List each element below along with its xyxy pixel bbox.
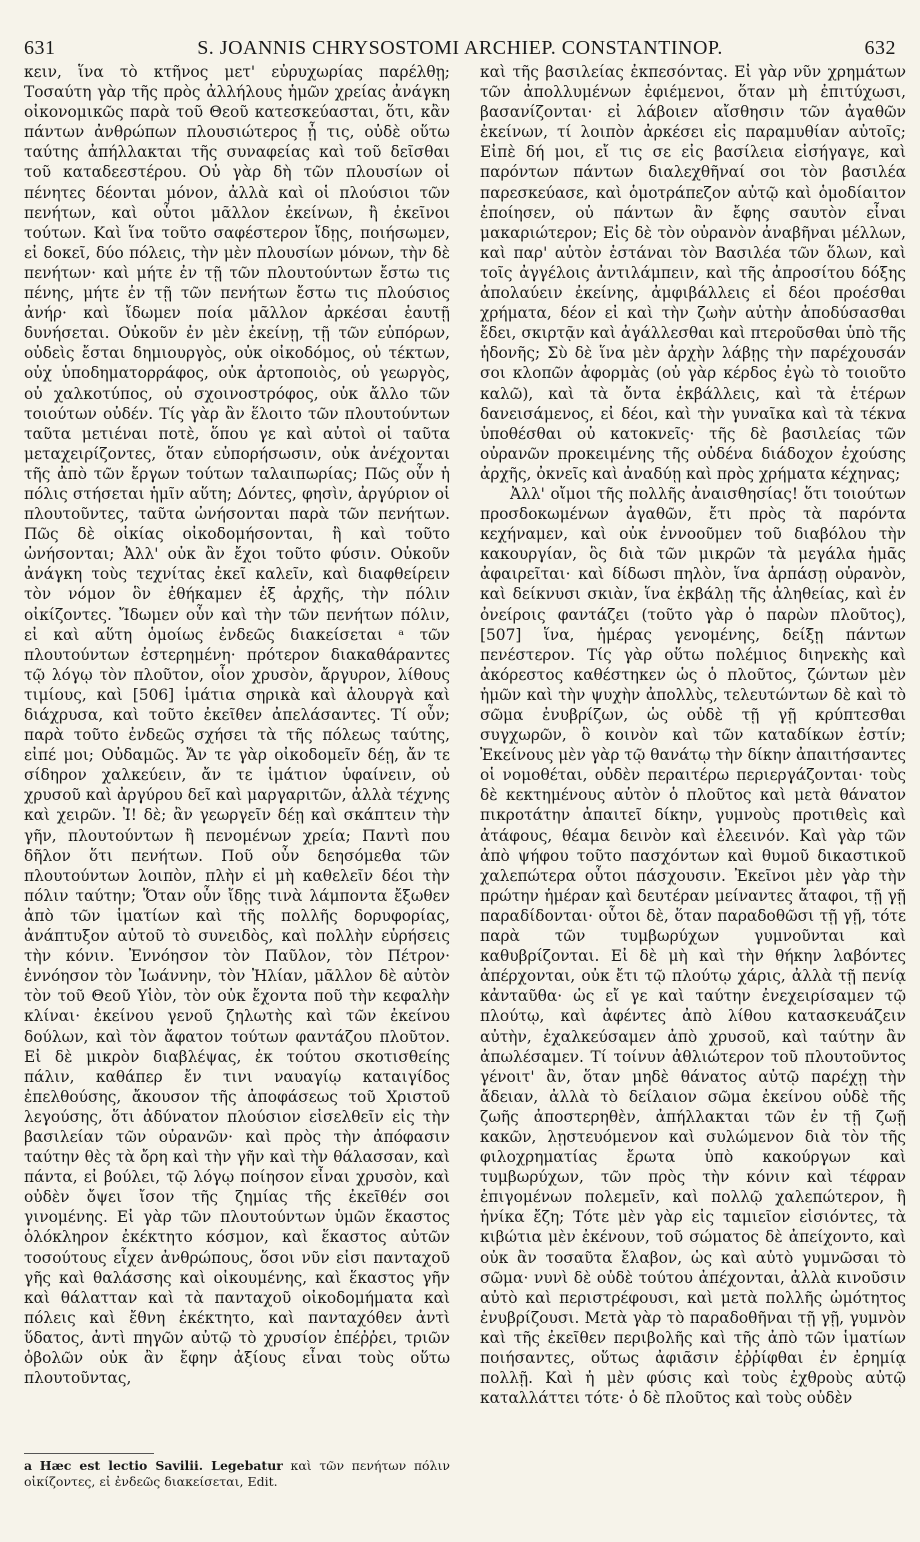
left-column xyxy=(24,62,450,1522)
right-column xyxy=(480,62,906,1542)
footnote-edit: Edit. xyxy=(247,1474,278,1489)
footnote-mark: a xyxy=(24,1458,33,1473)
page-header xyxy=(24,28,896,60)
paragraph: κειν, ἵνα τὸ κτῆνος μετ' εὐρυχωρίας παρέλθῃ; Τοσαύτη γὰρ τῆς πρὸς ἀλλήλους ἡμῶν χρείας ἀνάγκη οἰκονομικῶς παρὰ τοῦ Θεοῦ κατεσκεύασται, ὅτι, κἂν πάντων ἀνθρώπων πλουσιώτερος ᾖ τις, οὐδὲ οὕτω ταύτης ἀπήλλακται τῆς συναφείας καὶ τοῦ δεῖσθαι τοῦ καταδεεστέρου. Οὐ γὰρ δὴ τῶν πλουσίων οἱ πένητες δέονται μόνον, ἀλλὰ καὶ οἱ πλούσιοι τῶν πενήτων, καὶ οὗτοι μᾶλλον ἐκείνων, ἢ ἐκεῖνοι τούτων. Καὶ ἵνα τοῦτο σαφέστερον ἴδῃς, ποιήσωμεν, εἰ δοκεῖ, δύο πόλεις, τὴν μὲν πλουσίων μόνων, τὴν δὲ πενήτων· καὶ μήτε ἐν τῇ τῶν πλουτούντων ἔστω τις πένης, μήτε ἐν τῇ τῶν πενήτων ἔστω τις πλούσιος ἀνήρ· καὶ ἴδωμεν ποία μᾶλλον ἀρκέσαι ἑαυτῇ δυνήσεται. Οὐκοῦν ἐν μὲν ἐκείνῃ, τῇ τῶν εὐπόρων, οὐδεὶς ἔσται δημιουργὸς, οὐκ οἰκοδόμος, οὐ τέκτων, οὐχ ὑποδηματορράφος, οὐκ ἀρτοποιὸς, οὐ γεωργὸς, οὐ χαλκοτύπος, οὐ σχοινοστρόφος, οὐκ ἄλλο τῶν τοιούτων οὐδέν. Τίς γὰρ ἂν ἕλοιτο τῶν πλουτούντων ταῦτα μετιέναι ποτὲ, ὅπου γε καὶ αὐτοὶ οἱ ταῦτα μεταχειρίζοντες, ὅταν εὐπορήσωσιν, οὐκ ἀνέχονται τῆς ἀπὸ τῶν ἔργων τούτων ταλαιπωρίας; Πῶς οὖν ἡ πόλις στήσεται ἡμῖν αὕτη; Δόντες, φησὶν, ἀργύριον οἱ πλουτοῦντες, ταῦτα ὠνήσονται παρὰ τῶν πενήτων. Πῶς δὲ οἰκίας οἰκοδομήσονται, ἢ καὶ τοῦτο ὠνήσονται; Ἀλλ' οὐκ ἂν ἔχοι τοῦτο φύσιν. Οὐκοῦν ἀνάγκη τοὺς τεχνίτας ἐκεῖ καλεῖν, καὶ διαφθείρειν τὸν νόμον ὃν ἐθήκαμεν ἐξ ἀρχῆς, τὴν πόλιν οἰκίζοντες. Ἴδωμεν οὖν καὶ τὴν τῶν πενήτων πόλιν, εἰ καὶ αὕτη ὁμοίως ἐνδεῶς διακείσεται ᵃ τῶν πλουτούντων ἐστερημένη· πρότερον διακαθάραντες τῷ λόγῳ τὸν πλοῦτον, οἷον χρυσὸν, ἄργυρον, λίθους τιμίους, καὶ [506] ἱμάτια σηρικὰ καὶ ἁλουργὰ καὶ διάχρυσα, καὶ τοῦτο ἐκεῖθεν ἀπελάσαντες. Τί οὖν; παρὰ τοῦτο ἐνδεῶς σχήσει τὰ τῆς πόλεως ταύτης, εἰπέ μοι; Οὐδαμῶς. Ἄν τε γὰρ οἰκοδομεῖν δέῃ, ἄν τε σίδηρον χαλκεύειν, ἄν τε ἱμάτιον ὑφαίνειν, οὐ χρυσοῦ καὶ ἀργύρου δεῖ καὶ μαργαριτῶν, ἀλλὰ τέχνης καὶ χειρῶν. Ἰ! δὲ; ἂν γεωργεῖν δέῃ καὶ σκάπτειν τὴν γῆν, πλουτούντων ἢ πενομένων χρεία; Παντὶ που δῆλον ὅτι πενήτων. Ποῦ οὖν δεησόμεθα τῶν πλουτούντων λοιπὸν, πλὴν εἰ μὴ καθελεῖν δέοι τὴν πόλιν ταύτην; Ὅταν οὖν ἴδῃς τινὰ λάμποντα ἔξωθεν ἀπὸ τῶν ἱματίων καὶ τῆς πολλῆς δορυφορίας, ἀνάπτυξον αὐτοῦ τὸ συνειδὸς, καὶ πολλὴν εὑρήσεις τὴν κόνιν. Ἐννόησον τὸν Παῦλον, τὸν Πέτρον· ἐννόησον τὸν Ἰωάννην, τὸν Ἠλίαν, μᾶλλον δὲ αὐτὸν τὸν τοῦ Θεοῦ Υἱὸν, τὸν οὐκ ἔχοντα ποῦ τὴν κεφαλὴν κλίναι· ἐκείνου γενοῦ ζηλωτὴς καὶ τῶν ἐκείνου δούλων, καὶ τὸν ἄφατον τούτων φαντάζου πλοῦτον. Εἰ δὲ μικρὸν διαβλέψας, ἐκ τούτου σκοτισθείης πάλιν, καθάπερ ἔν τινι ναυαγίῳ καταιγίδος ἐπελθούσης, ἄκουσον τῆς ἀποφάσεως τοῦ Χριστοῦ λεγούσης, ὅτι ἀδύνατον πλούσιον εἰσελθεῖν εἰς τὴν βασιλείαν τῶν οὐρανῶν· καὶ πρὸς τὴν ἀπόφασιν ταύτην θὲς τὰ ὄρη καὶ τὴν γῆν καὶ τὴν θάλασσαν, καὶ πάντα, εἰ βούλει, τῷ λόγῳ ποίησον εἶναι χρυσὸν, καὶ οὐδὲν ὄψει ἴσον τῆς ζημίας τῆς ἐκεῖθέν σοι γινομένης. Εἰ γὰρ τῶν πλουτούντων ὑμῶν ἕκαστος ὁλόκληρον ἐκέκτητο κόσμον, καὶ ἕκαστος αὐτῶν τοσούτους εἶχεν ἀνθρώπους, ὅσοι νῦν εἰσι πανταχοῦ γῆς καὶ θαλάσσης καὶ οἰκουμένης, καὶ ἕκαστος γῆν καὶ θάλατταν καὶ τὰ πανταχοῦ οἰκοδομήματα καὶ πόλεις καὶ ἔθνη ἐκέκτητο, καὶ πανταχόθεν ἀντὶ ὕδατος, ἀντὶ πηγῶν αὐτῷ τὸ χρυσίον ἐπέῤῥει, τριῶν ὀβολῶν οὐκ ἂν ἔφην ἀξίους εἶναι τοὺς οὕτω πλουτοῦντας, xyxy=(24,63,450,1388)
paragraph: καὶ τῆς βασιλείας ἐκπεσόντας. Εἰ γὰρ νῦν χρημάτων τῶν ἀπολλυμένων ἐφιέμενοι, ὅταν μὴ ἐπιτύχωσι, βασανίζονται· εἰ λάβοιεν αἴσθησιν τῶν ἀγαθῶν ἐκείνων, τί λοιπὸν ἀρκέσει εἰς παραμυθίαν αὐτοῖς; Εἰπὲ δή μοι, εἴ τις σε εἰς βασίλεια εἰσήγαγε, καὶ παρόντων πάντων διαλεχθῆναί σοι τὸν βασιλέα παρεσκεύασε, καὶ ὁμοτράπεζον αὐτῷ καὶ ὁμοδίαιτον ἐποίησεν, οὐ πάντων ἂν ἔφης σαυτὸν εἶναι μακαριώτερον; Εἰς δὲ τὸν οὐρανὸν ἀναβῆναι μέλλων, καὶ παρ' αὐτὸν ἑστάναι τὸν Βασιλέα τῶν ὅλων, καὶ τοῖς ἀγγέλοις ἀντιλάμπειν, καὶ τῆς ἀπροσίτου δόξης ἀπολαύειν ἐκείνης, ἀμφιβάλλεις εἰ δέοι προέσθαι χρήματα, δέον εἰ καὶ τὴν ζωὴν αὐτὴν ἀποδύσασθαι ἔδει, σκιρτᾷν καὶ ἀγάλλεσθαι καὶ πτεροῦσθαι ὑπὸ τῆς ἡδονῆς; Σὺ δὲ ἵνα μὲν ἀρχὴν λάβῃς τὴν παρέχουσάν σοι κλοπῶν ἀφορμὰς (οὐ γὰρ κέρδος ἐγὼ τὸ τοιοῦτο καλῶ), καὶ τὰ ὄντα ἐκβάλλεις, καὶ τὰ ἑτέρων δανεισάμενος, εἰ δέοι, καὶ τὴν γυναῖκα καὶ τὰ τέκνα ὑποθέσθαι οὐ κατοκνεῖς· τῆς δὲ βασιλείας τῶν οὐρανῶν προκειμένης τῆς οὐδένα διάδοχον ἐχούσης ἀρχῆς, ὀκνεῖς καὶ ἀναδύῃ καὶ πρὸς χρήματα κέχηνας; xyxy=(480,63,906,483)
page-number-right: 632 xyxy=(864,37,896,59)
footnote-rule xyxy=(24,1453,154,1454)
footnote-greek-text: καὶ τῶν πενήτων πόλιν οἰκίζοντες, εἰ ἐνδεῶς διακείσεται, xyxy=(24,1458,450,1489)
footnote xyxy=(24,1458,450,1490)
paragraph: Ἀλλ' οἴμοι τῆς πολλῆς ἀναισθησίας! ὅτι τοιούτων προσδοκωμένων ἀγαθῶν, ἔτι πρὸς τὰ παρόντα κεχήναμεν, καὶ οὐκ ἐννοοῦμεν τοῦ διαβόλου τὴν κακουργίαν, ὃς διὰ τῶν μικρῶν τὰ μεγάλα ἡμᾶς ἀφαιρεῖται· καὶ δίδωσι πηλὸν, ἵνα ἁρπάσῃ οὐρανὸν, καὶ δείκνυσι σκιὰν, ἵνα ἐκβάλῃ τῆς ἀληθείας, καὶ ἐν ὀνείροις φαντάζει (τοῦτο γὰρ ὁ παρὼν πλοῦτος), [507] ἵνα, ἡμέρας γενομένης, δείξῃ πάντων πενέστερον. Τίς γὰρ οὕτω πολέμιος διηνεκὴς καὶ ἀκόρεστος καθέστηκεν ὡς ὁ πλοῦτος, ζώντων μὲν ἡμῶν καὶ τὴν ψυχὴν ἀπολλὺς, τελευτώντων δὲ καὶ τὸ σῶμα ἐνυβρίζων, ὡς οὐδὲ τῇ γῇ κρύπτεσθαι συγχωρῶν, ὃ κοινὸν καὶ τῶν καταδίκων ἐστίν; Ἐκείνους μὲν γὰρ τῷ θανάτῳ τὴν δίκην ἀπαιτήσαντες οἱ νομοθέται, οὐδὲν περαιτέρω περιεργάζονται· τοὺς δὲ κεκτημένους αὐτὸν ὁ πλοῦτος καὶ μετὰ θάνατον πικροτάτην ἀπαιτεῖ δίκην, γυμνοὺς προτιθεὶς καὶ ἀτάφους, θέαμα δεινὸν καὶ ἐλεεινόν. Καὶ γὰρ τῶν ἀπὸ ψήφου τοῦτο πασχόντων καὶ θυμοῦ δικαστικοῦ χαλεπώτερα οὗτοι πάσχουσιν. Ἐκεῖνοι μὲν γὰρ τὴν πρώτην ἡμέραν καὶ δευτέραν μείναντες ἄταφοι, τῇ γῇ παραδίδονται· οὗτοι δὲ, ὅταν παραδοθῶσι τῇ γῇ, τότε παρὰ τῶν τυμβωρύχων γυμνοῦνται καὶ καθυβρίζονται. Εἰ δὲ μὴ καὶ τὴν θήκην λαβόντες ἀπέρχονται, οὐκ ἔτι τῷ πλούτῳ χάρις, ἀλλὰ τῇ πενίᾳ κἀνταῦθα· ὡς εἴ γε καὶ ταύτην ἐνεχειρίσαμεν τῷ πλούτῳ, καὶ ἀφέντες ἀπὸ λίθου κατασκευάζειν αὐτὴν, ἐχαλκεύσαμεν ἀπὸ χρυσοῦ, καὶ ταύτην ἂν ἀπωλέσαμεν. Τί τοίνυν ἀθλιώτερον τοῦ πλουτοῦντος γένοιτ' ἂν, ὅταν μηδὲ θάνατος αὐτῷ παρέχῃ τὴν ἄδειαν, ἀλλὰ τὸ δείλαιον σῶμα ἐκείνου οὐδὲ τῆς ζωῆς ἀποστερηθὲν, ἀπήλλακται τῶν ἐν τῇ ζωῇ κακῶν, λῃστευόμενον καὶ συλώμενον διὰ τὸν τῆς φιλοχρηματίας ἔρωτα ὑπὸ κακούργων καὶ τυμβωρύχων, τῶν πρὸς τὴν κόνιν καὶ τέφραν ἐπιγομένων πολεμεῖν, καὶ πολλῷ χαλεπώτερον, ἢ ἡνίκα ἔζη; Τότε μὲν γὰρ εἰς ταμιεῖον εἰσιόντες, τὰ κιβώτια μὲν ἐκένουν, τοῦ σώματος δὲ ἀπείχοντο, καὶ οὐκ ἂν τοσαῦτα ἔλαβον, ὡς καὶ αὐτὸ γυμνῶσαι τὸ σῶμα· νυνὶ δὲ οὐδὲ τούτου ἀπέχονται, ἀλλὰ κινοῦσιν αὐτὸ καὶ περιστρέφουσι, καὶ μετὰ πολλῆς ὠμότητος ἐνυβρίζουσι. Μετὰ γὰρ τὸ παραδοθῆναι τῇ γῇ, γυμνὸν καὶ τῆς ἐκεῖθεν περιβολῆς καὶ τῆς ἀπὸ τῶν ἱματίων ποιήσαντες, οὕτως ἀφιᾶσιν ἐῤῥίφθαι ἐν ἐρημίᾳ πολλῇ. Καὶ ἡ μὲν φύσις καὶ τοὺς ἐχθροὺς αὐτῷ καταλλάττει τότε· ὁ δὲ πλοῦτος καὶ τοὺς οὐδὲν xyxy=(480,484,906,1408)
footnote-latin-text: Hæc est lectio Savilii. Legebatur xyxy=(39,1458,283,1473)
running-title: S. JOANNIS CHRYSOSTOMI ARCHIEP. CONSTANTINOP. xyxy=(197,37,723,59)
page-number-left: 631 xyxy=(24,37,56,59)
